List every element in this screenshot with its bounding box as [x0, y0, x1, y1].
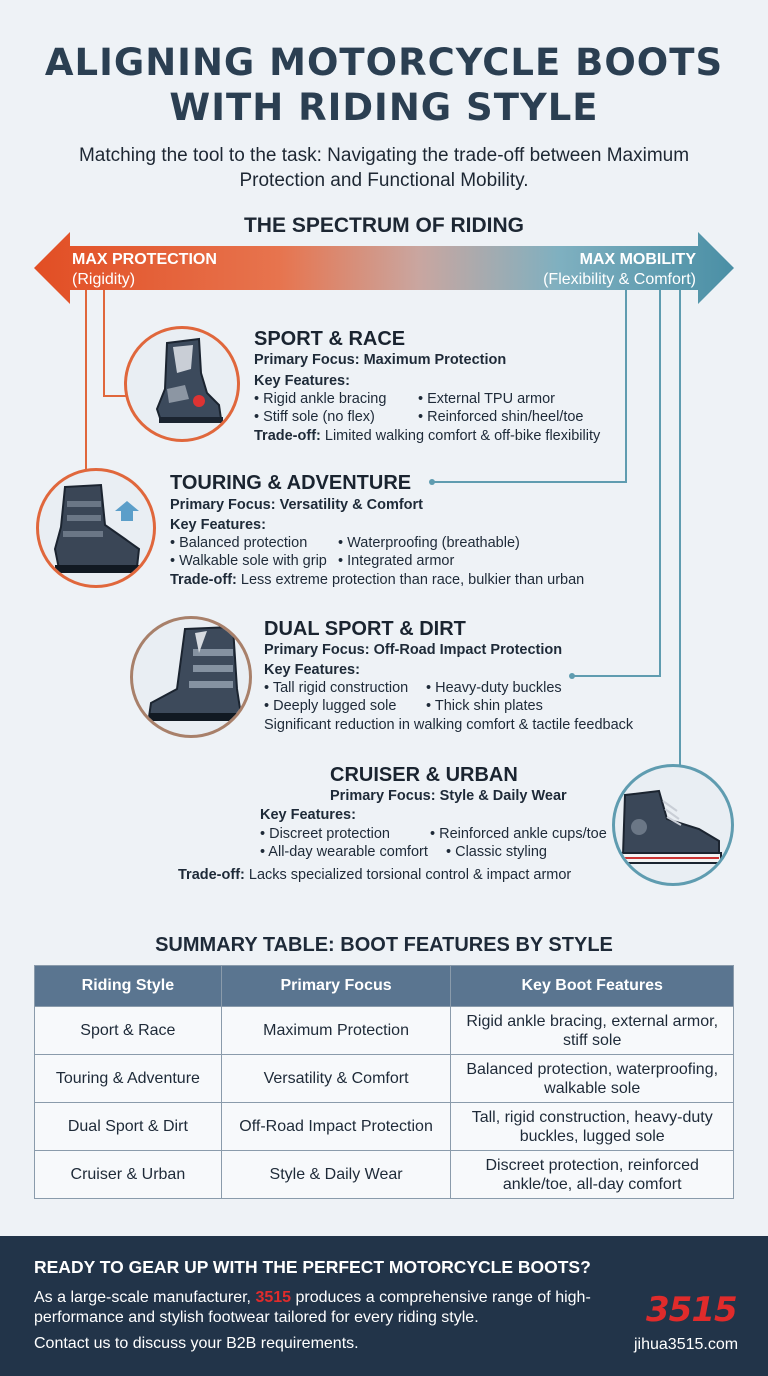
spectrum-title: THE SPECTRUM OF RIDING: [243, 214, 524, 237]
table-cell: Sport & Race: [35, 1007, 222, 1055]
website-link[interactable]: jihua3515.com: [634, 1336, 739, 1353]
brand-logo: 3515: [646, 1290, 737, 1330]
feature-item: • Walkable sole with grip: [170, 553, 327, 569]
table-row: [35, 1103, 734, 1151]
summary-title: SUMMARY TABLE: BOOT FEATURES BY STYLE: [155, 934, 613, 956]
table-cell: Versatility & Comfort: [221, 1055, 451, 1103]
page-subtitle: Matching the tool to the task: Navigating the trade-off between Maximum Protection and Functional Mobility.: [78, 145, 690, 191]
table-cell: Maximum Protection: [221, 1007, 451, 1055]
feature-item: • All-day wearable comfort: [260, 844, 428, 860]
style-focus-touring: Primary Focus: Versatility & Comfort: [170, 497, 424, 513]
feature-item: • Tall rigid construction: [264, 680, 409, 696]
table-cell: Tall, rigid construction, heavy-duty buckles, lugged sole: [451, 1103, 734, 1151]
style-title-sport: SPORT & RACE: [254, 328, 406, 350]
table-cell: Dual Sport & Dirt: [35, 1103, 222, 1151]
table-cell: Cruiser & Urban: [35, 1151, 222, 1199]
column-header: Riding Style: [35, 966, 222, 1007]
feature-item: • Integrated armor: [338, 553, 455, 569]
feature-item: • Waterproofing (breathable): [338, 535, 520, 551]
race-boot-icon: [124, 326, 240, 442]
brand-name: 3515: [255, 1289, 292, 1306]
table-cell: Balanced protection, waterproofing, walkable sole: [451, 1055, 734, 1103]
title-line-2: WITH RIDING STYLE: [169, 86, 599, 129]
feature-item: • Heavy-duty buckles: [426, 680, 562, 696]
style-focus-dirt: Primary Focus: Off-Road Impact Protection: [264, 642, 563, 658]
table-cell: Touring & Adventure: [35, 1055, 222, 1103]
tradeoff-text: Trade-off: Limited walking comfort & off-bike flexibility: [254, 428, 601, 444]
table-cell: Discreet protection, reinforced ankle/toe, all-day comfort: [451, 1151, 734, 1199]
table-row: [35, 1055, 734, 1103]
table-row: [35, 1151, 734, 1199]
max-mobility-label: MAX MOBILITY (Flexibility & Comfort): [543, 251, 696, 288]
style-title-touring: TOURING & ADVENTURE: [170, 472, 412, 494]
feature-item: • Classic styling: [446, 844, 547, 860]
key-features-label: Key Features:: [254, 373, 350, 389]
feature-item: • Discreet protection: [260, 826, 390, 842]
key-features-label: Key Features:: [264, 662, 360, 678]
tradeoff-text: Trade-off: Lacks specialized torsional control & impact armor: [178, 867, 572, 883]
key-features-label: Key Features:: [260, 807, 356, 823]
feature-item: • Reinforced ankle cups/toe: [430, 826, 607, 842]
column-header: Primary Focus: [221, 966, 451, 1007]
style-title-dirt: DUAL SPORT & DIRT: [264, 618, 466, 640]
feature-item: • Stiff sole (no flex): [254, 409, 375, 425]
feature-item: • External TPU armor: [418, 391, 555, 407]
table-header-row: [35, 966, 734, 1007]
column-header: Key Boot Features: [451, 966, 734, 1007]
feature-item: • Reinforced shin/heel/toe: [418, 409, 584, 425]
urban-sneaker-icon: [612, 764, 734, 886]
feature-item: • Deeply lugged sole: [264, 698, 397, 714]
table-row: [35, 1007, 734, 1055]
style-focus-sport: Primary Focus: Maximum Protection: [254, 352, 507, 368]
feature-item: • Balanced protection: [170, 535, 308, 551]
table-cell: Rigid ankle bracing, external armor, stiff sole: [451, 1007, 734, 1055]
footer-contact: Contact us to discuss your B2B requirements.: [34, 1335, 359, 1352]
dirt-boot-icon: [130, 616, 252, 738]
feature-item: • Thick shin plates: [426, 698, 543, 714]
summary-table: [34, 965, 734, 1199]
key-features-label: Key Features:: [170, 517, 266, 533]
touring-boot-icon: [36, 468, 156, 588]
tradeoff-text: Trade-off: Less extreme protection than race, bulkier than urban: [170, 572, 585, 588]
tradeoff-text: Significant reduction in walking comfort & tactile feedback: [264, 717, 634, 733]
style-title-urban: CRUISER & URBAN: [330, 764, 518, 786]
max-protection-label: MAX PROTECTION (Rigidity): [72, 251, 217, 288]
table-cell: Off-Road Impact Protection: [221, 1103, 451, 1151]
style-focus-urban: Primary Focus: Style & Daily Wear: [330, 788, 567, 804]
footer-body: As a large-scale manufacturer, 3515 produces a comprehensive range of high-performance and stylish footwear tailored for every riding style.: [34, 1289, 591, 1326]
feature-item: • Rigid ankle bracing: [254, 391, 387, 407]
protection-connectors: [86, 290, 128, 472]
table-cell: Style & Daily Wear: [221, 1151, 451, 1199]
title-line-1: ALIGNING MOTORCYCLE BOOTS: [44, 41, 724, 84]
footer-heading: READY TO GEAR UP WITH THE PERFECT MOTORCYCLE BOOTS?: [34, 1257, 591, 1277]
